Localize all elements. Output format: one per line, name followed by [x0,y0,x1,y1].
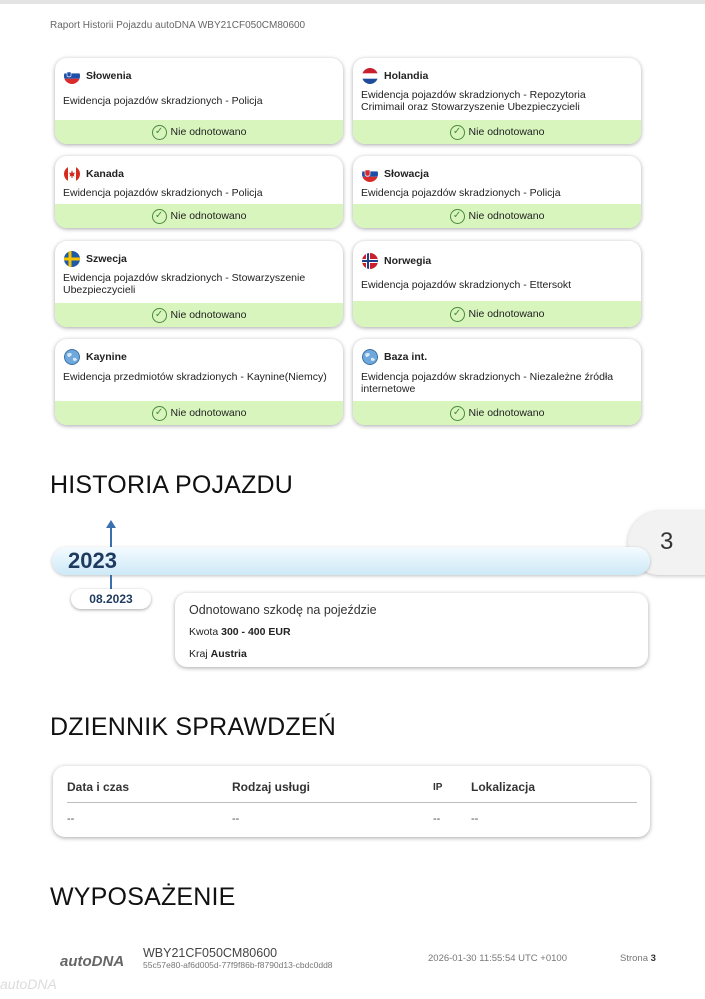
check-circle-icon: ✓ [450,307,465,322]
page-label: Strona [620,953,648,964]
check-circle-icon: ✓ [152,125,167,140]
top-rule [0,0,705,4]
country-name: Holandia [384,70,429,82]
check-circle-icon: ✓ [152,308,167,323]
check-card-baza-int [353,339,641,425]
slovakia-flag-icon [362,166,378,182]
event-amount [189,626,291,638]
check-status [353,401,641,425]
status-text: Nie odnotowano [170,407,247,419]
footer-hash: 55c57e80-af6d005d-77f9f86b-f8790d13-cbdc0dd8 [143,960,333,970]
check-card-netherlands [353,58,641,144]
globe-icon [362,349,378,365]
check-description: Ewidencja pojazdów skradzionych - Repozytoria Crimimail oraz Stowarzyszenie Ubezpieczycieli [361,89,586,113]
history-count: 3 [660,528,674,555]
log-title: DZIENNIK SPRAWDZEŃ [50,713,337,741]
document-header: Raport Historii Pojazdu autoDNA WBY21CF050CM80600 [50,20,306,31]
log-cell-ip: -- [433,813,441,825]
canada-flag-icon [64,166,80,182]
equipment-title: WYPOSAŻENIE [50,883,236,911]
check-description: Ewidencja pojazdów skradzionych - Ettersokt [361,279,572,291]
status-text: Nie odnotowano [468,407,545,419]
footer-vin: WBY21CF050CM80600 [143,946,278,960]
check-status [353,204,641,228]
netherlands-flag-icon [362,68,378,84]
timeline-arrow-line [110,526,112,547]
country-name: Norwegia [384,255,432,267]
check-status [55,204,343,228]
check-description: Ewidencja pojazdów skradzionych - Policja [63,187,263,199]
check-circle-icon: ✓ [152,209,167,224]
slovenia-flag-icon [64,68,80,84]
country-name: Kanada [86,168,124,180]
event-date: 08.2023 [71,589,151,609]
check-status [353,120,641,144]
history-event-card [175,593,648,667]
check-card-slovenia [55,58,343,144]
check-circle-icon: ✓ [450,406,465,421]
status-text: Nie odnotowano [468,126,545,138]
country-name: Szwecja [86,253,127,265]
status-text: Nie odnotowano [170,309,247,321]
log-col-ip: IP [433,782,443,793]
log-table [53,766,650,837]
check-status [353,301,641,327]
check-description: Ewidencja przedmiotów skradzionych - Kaynine(Niemcy) [63,371,327,383]
event-title: Odnotowano szkodę na pojeździe [189,603,377,617]
amount-label: Kwota [189,626,219,638]
country-value: Austria [210,648,247,660]
check-card-sweden [55,241,343,327]
status-text: Nie odnotowano [468,210,545,222]
watermark: autoDNA [0,976,57,992]
status-text: Nie odnotowano [170,210,247,222]
check-description: Ewidencja pojazdów skradzionych - Stowarzyszenie Ubezpieczycieli [63,272,306,296]
check-description: Ewidencja pojazdów skradzionych - Policja [361,187,561,199]
check-card-kaynine [55,339,343,425]
autodna-logo: autoDNA [60,953,125,970]
check-status [55,401,343,425]
check-card-norway [353,241,641,327]
log-col-service: Rodzaj usługi [232,780,310,794]
check-description: Ewidencja pojazdów skradzionych - Niezależne źródła internetowe [361,371,614,395]
check-circle-icon: ✓ [450,209,465,224]
country-name: Słowenia [86,70,132,82]
globe-icon [64,349,80,365]
log-divider [67,802,637,803]
check-circle-icon: ✓ [450,125,465,140]
check-status [55,303,343,327]
log-col-location: Lokalizacja [471,780,536,794]
country-name: Słowacja [384,168,429,180]
check-description: Ewidencja pojazdów skradzionych - Policja [63,95,263,107]
log-col-datetime: Data i czas [67,780,130,794]
country-name: Baza int. [384,351,428,363]
country-name: Kaynine [86,351,127,363]
check-circle-icon: ✓ [152,406,167,421]
timeline-year: 2023 [68,548,117,573]
event-country [189,648,247,660]
timeline-connector [110,575,112,589]
check-status [55,120,343,144]
norway-flag-icon [362,253,378,269]
check-card-slovakia [353,156,641,228]
log-cell-datetime: -- [67,813,75,825]
check-card-canada [55,156,343,228]
page-number: 3 [650,953,656,964]
footer-page [620,953,656,964]
log-cell-service: -- [232,813,240,825]
amount-value: 300 - 400 EUR [221,626,291,638]
sweden-flag-icon [64,251,80,267]
log-cell-location: -- [471,813,479,825]
footer-timestamp: 2026-01-30 11:55:54 UTC +0100 [428,953,567,964]
timeline-year-bar [52,547,650,575]
history-title: HISTORIA POJAZDU [50,471,294,499]
status-text: Nie odnotowano [468,308,545,320]
status-text: Nie odnotowano [170,126,247,138]
country-label: Kraj [189,648,208,660]
